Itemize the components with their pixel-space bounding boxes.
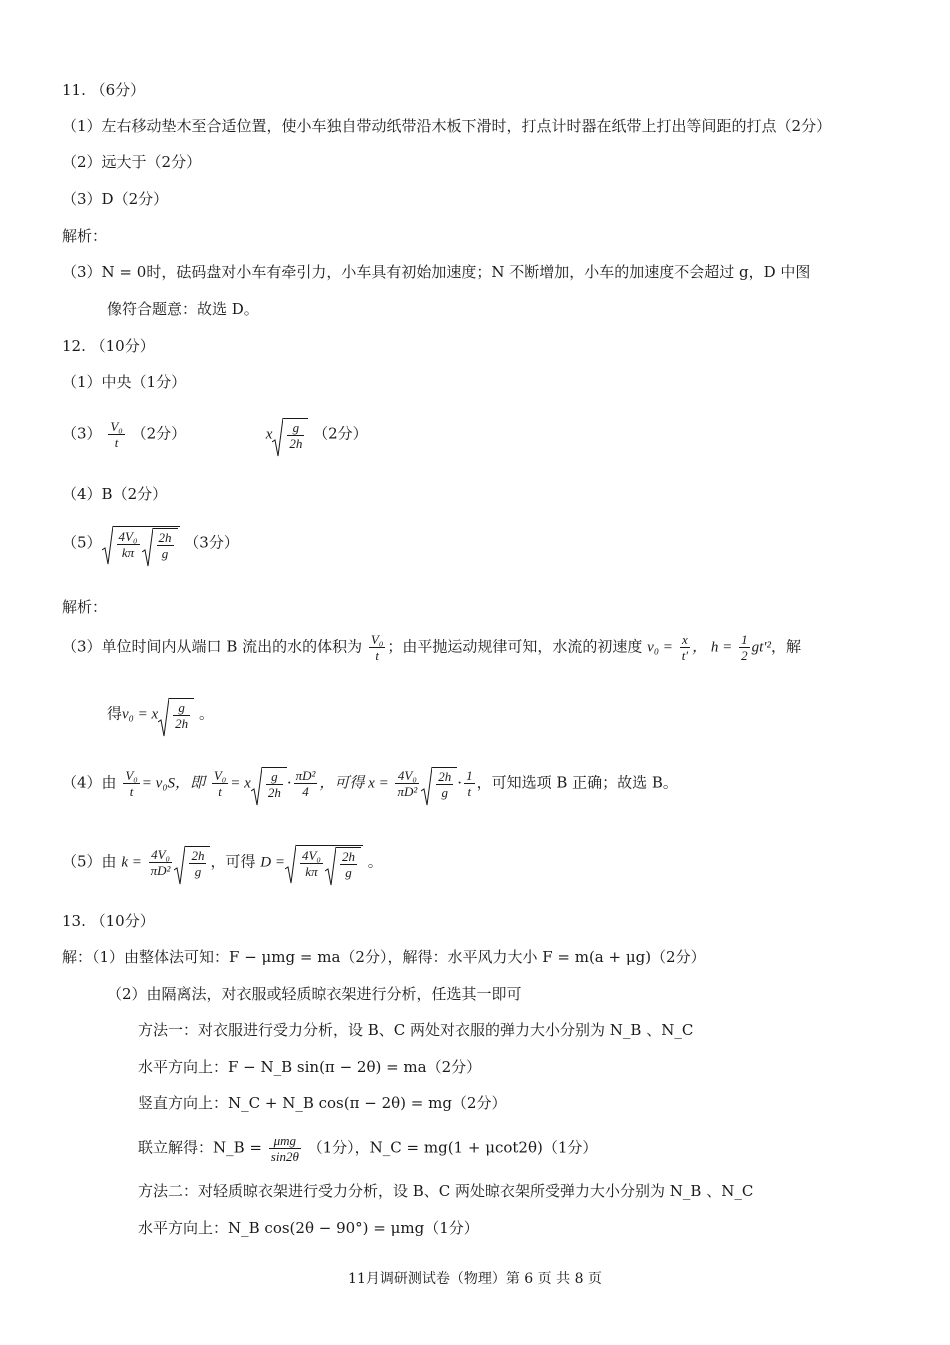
fraction xyxy=(212,768,228,799)
equation-v0-result: v₀ = x xyxy=(122,706,159,723)
q11-answer-1: （1）左右移动垫木至合适位置，使小车独自带动纸带沿木板下滑时，打点计时器在纸带上打出等间距的打点（2分） xyxy=(62,117,832,135)
fraction-denominator: t′ xyxy=(681,648,689,663)
q13-method-2: 方法二：对轻质晾衣架进行受力分析，设 B、C 两处晾衣架所受弹力大小分别为 N_B 、N_C xyxy=(138,1182,754,1200)
sqrt-sign xyxy=(421,767,457,800)
q12-answer-1: （1）中央（1分） xyxy=(62,373,187,391)
fraction-numerator: 1 xyxy=(466,768,473,783)
multiply-dot: · xyxy=(286,773,292,792)
q11-heading: 11. （6分） xyxy=(62,81,146,99)
q12-answer-3-score-1: （2分） xyxy=(131,424,187,443)
q12-analysis-4 xyxy=(62,767,678,800)
q12-answer-3-x: x xyxy=(265,426,273,443)
fraction-numerator: V₀ xyxy=(213,768,227,783)
q12-analysis-3-prefix: （3）单位时间内从端口 B 流出的水的体积为 xyxy=(62,637,363,656)
fraction-numerator: 2h xyxy=(438,769,452,784)
fraction xyxy=(149,847,173,878)
fraction-denominator: g xyxy=(441,785,449,800)
q13-method-2-horizontal: 水平方向上：N_B cos(2θ − 90°) = μmg（1分） xyxy=(138,1219,479,1237)
q13-method-1: 方法一：对衣服进行受力分析，设 B、C 两处对衣服的弹力大小分别为 N_B 、N_C xyxy=(138,1021,694,1039)
sqrt-sign xyxy=(174,846,210,879)
fraction-numerator: μmg xyxy=(269,1133,301,1149)
fraction-numerator: g xyxy=(266,769,283,785)
fraction-denominator: t xyxy=(129,784,134,799)
q12-analysis-5 xyxy=(62,845,383,880)
fraction-denominator: 2 xyxy=(741,648,748,663)
equation-k: k = xyxy=(121,854,142,871)
q12-analysis-3-end: ，解 xyxy=(771,637,802,656)
fraction-numerator: 4V₀ xyxy=(395,768,419,784)
q13-solution-rest: （1分），N_C = mg(1 + μcot2θ)（1分） xyxy=(307,1138,598,1157)
fraction-numerator: πD² xyxy=(295,768,316,783)
fraction-denominator: 2h xyxy=(267,785,281,800)
sqrt-sign xyxy=(285,845,363,880)
fraction-denominator: t xyxy=(218,784,222,799)
sqrt-sign xyxy=(142,528,178,561)
equation-part: ，可得 x = xyxy=(319,775,389,792)
sqrt-sign xyxy=(158,698,194,731)
q13-method-1-solution xyxy=(138,1133,597,1164)
fraction xyxy=(369,632,385,663)
q13-solution-prefix: 联立解得：N_B = xyxy=(138,1138,262,1157)
fraction-numerator: 1 xyxy=(741,632,748,647)
q11-analysis-label: 解析： xyxy=(62,227,108,245)
fraction-denominator: 2h xyxy=(175,716,189,731)
q11-answer-3: （3）D（2分） xyxy=(62,190,169,208)
fraction-denominator: πD² xyxy=(397,784,418,799)
fraction-numerator: V₀ xyxy=(125,768,138,783)
q12-analysis-5-mid: ，可得 xyxy=(210,852,256,871)
q12-analysis-3-line-2-prefix: 得 xyxy=(107,704,123,723)
fraction-numerator: 2h xyxy=(341,849,355,864)
q12-analysis-4-end: ，可知选项 B 正确；故选 B。 xyxy=(476,773,678,792)
multiply-dot: · xyxy=(457,773,463,792)
equation-part: = x xyxy=(230,775,251,792)
q12-answer-3 xyxy=(62,418,368,451)
q12-analysis-5-end: 。 xyxy=(367,852,383,871)
q11-answer-2: （2）远大于（2分） xyxy=(62,153,202,171)
q12-analysis-3-line-2-end: 。 xyxy=(198,704,214,723)
fraction xyxy=(395,768,419,799)
fraction-numerator: g xyxy=(173,700,190,716)
q13-method-1-vertical: 竖直方向上：N_C + N_B cos(π − 2θ) = mg（2分） xyxy=(138,1094,507,1112)
sqrt-sign xyxy=(272,418,308,451)
fraction xyxy=(680,632,690,663)
page-footer: 11月调研测试卷（物理）第 6 页 共 8 页 xyxy=(348,1271,602,1287)
fraction xyxy=(464,768,475,799)
fraction-denominator: g xyxy=(161,546,169,561)
q12-analysis-3-mid: ；由平抛运动规律可知，水流的初速度 xyxy=(387,637,643,656)
fraction-denominator: t xyxy=(467,784,472,799)
equation-v0: v₀ = xyxy=(647,639,673,656)
fraction-denominator: kπ xyxy=(305,864,318,879)
fraction-numerator: x xyxy=(680,632,690,648)
sqrt-sign xyxy=(102,526,180,561)
fraction-denominator: g xyxy=(345,865,352,880)
equation-gt: gt′² xyxy=(751,639,772,656)
fraction-denominator: πD² xyxy=(150,863,171,878)
q13-method-1-horizontal: 水平方向上：F − N_B sin(π − 2θ) = ma（2分） xyxy=(138,1058,482,1076)
fraction-numerator: 2h xyxy=(191,848,205,863)
fraction xyxy=(269,1133,301,1164)
fraction-denominator: sin2θ xyxy=(270,1149,299,1164)
equation-part: = v₀S，即 xyxy=(141,775,206,792)
q12-analysis-label: 解析： xyxy=(62,598,108,616)
fraction-denominator: kπ xyxy=(121,545,135,560)
fraction-numerator: V₀ xyxy=(110,419,123,434)
fraction xyxy=(294,768,318,799)
q12-answer-3-prefix: （3） xyxy=(62,424,102,443)
q12-analysis-5-prefix: （5）由 xyxy=(62,852,117,871)
sqrt-sign xyxy=(251,767,287,800)
q12-answer-3-fraction xyxy=(108,419,124,450)
fraction-denominator: 4 xyxy=(302,784,309,799)
fraction xyxy=(739,632,750,663)
fraction-numerator: 2h xyxy=(158,530,172,545)
fraction-numerator: 4V₀ xyxy=(149,847,173,863)
equation-D: D = xyxy=(260,854,285,871)
sqrt-sign xyxy=(325,847,361,880)
q12-analysis-4-prefix: （4）由 xyxy=(62,773,117,792)
fraction-numerator: g xyxy=(287,420,304,436)
q13-heading: 13. （10分） xyxy=(62,912,155,930)
q13-line-1: 解：（1）由整体法可知：F − μmg = ma（2分），解得：水平风力大小 F = m(a + μg)（2分） xyxy=(62,948,706,966)
fraction xyxy=(123,768,139,799)
q12-analysis-3 xyxy=(62,632,801,663)
q11-analysis-line-2: 像符合题意：故选 D。 xyxy=(107,300,259,318)
q12-answer-5-prefix: （5） xyxy=(62,533,102,552)
fraction-denominator: t xyxy=(375,648,379,663)
fraction-numerator: 4V₀ xyxy=(301,848,321,863)
q12-answer-4: （4）B（2分） xyxy=(62,485,168,503)
q12-answer-5 xyxy=(62,526,239,561)
fraction-denominator: t xyxy=(114,435,119,450)
q12-answer-3-score-2: （2分） xyxy=(313,424,368,443)
q13-line-2: （2）由隔离法，对衣服或轻质晾衣架进行分析，任选其一即可 xyxy=(107,985,522,1003)
q12-answer-5-score: （3分） xyxy=(184,533,239,552)
q12-analysis-3-line-2 xyxy=(107,698,214,731)
equation-h: ， h = xyxy=(692,639,733,656)
fraction-denominator: g xyxy=(194,864,202,879)
q12-heading: 12. （10分） xyxy=(62,337,155,355)
fraction-numerator: 4V₀ xyxy=(118,529,138,544)
q11-analysis-line-1: （3）N = 0时，砝码盘对小车有牵引力，小车具有初始加速度；N 不断增加，小车的加速度不会超过 g，D 中图 xyxy=(62,263,811,281)
fraction-denominator: 2h xyxy=(289,436,303,451)
fraction-numerator: V₀ xyxy=(370,632,384,647)
